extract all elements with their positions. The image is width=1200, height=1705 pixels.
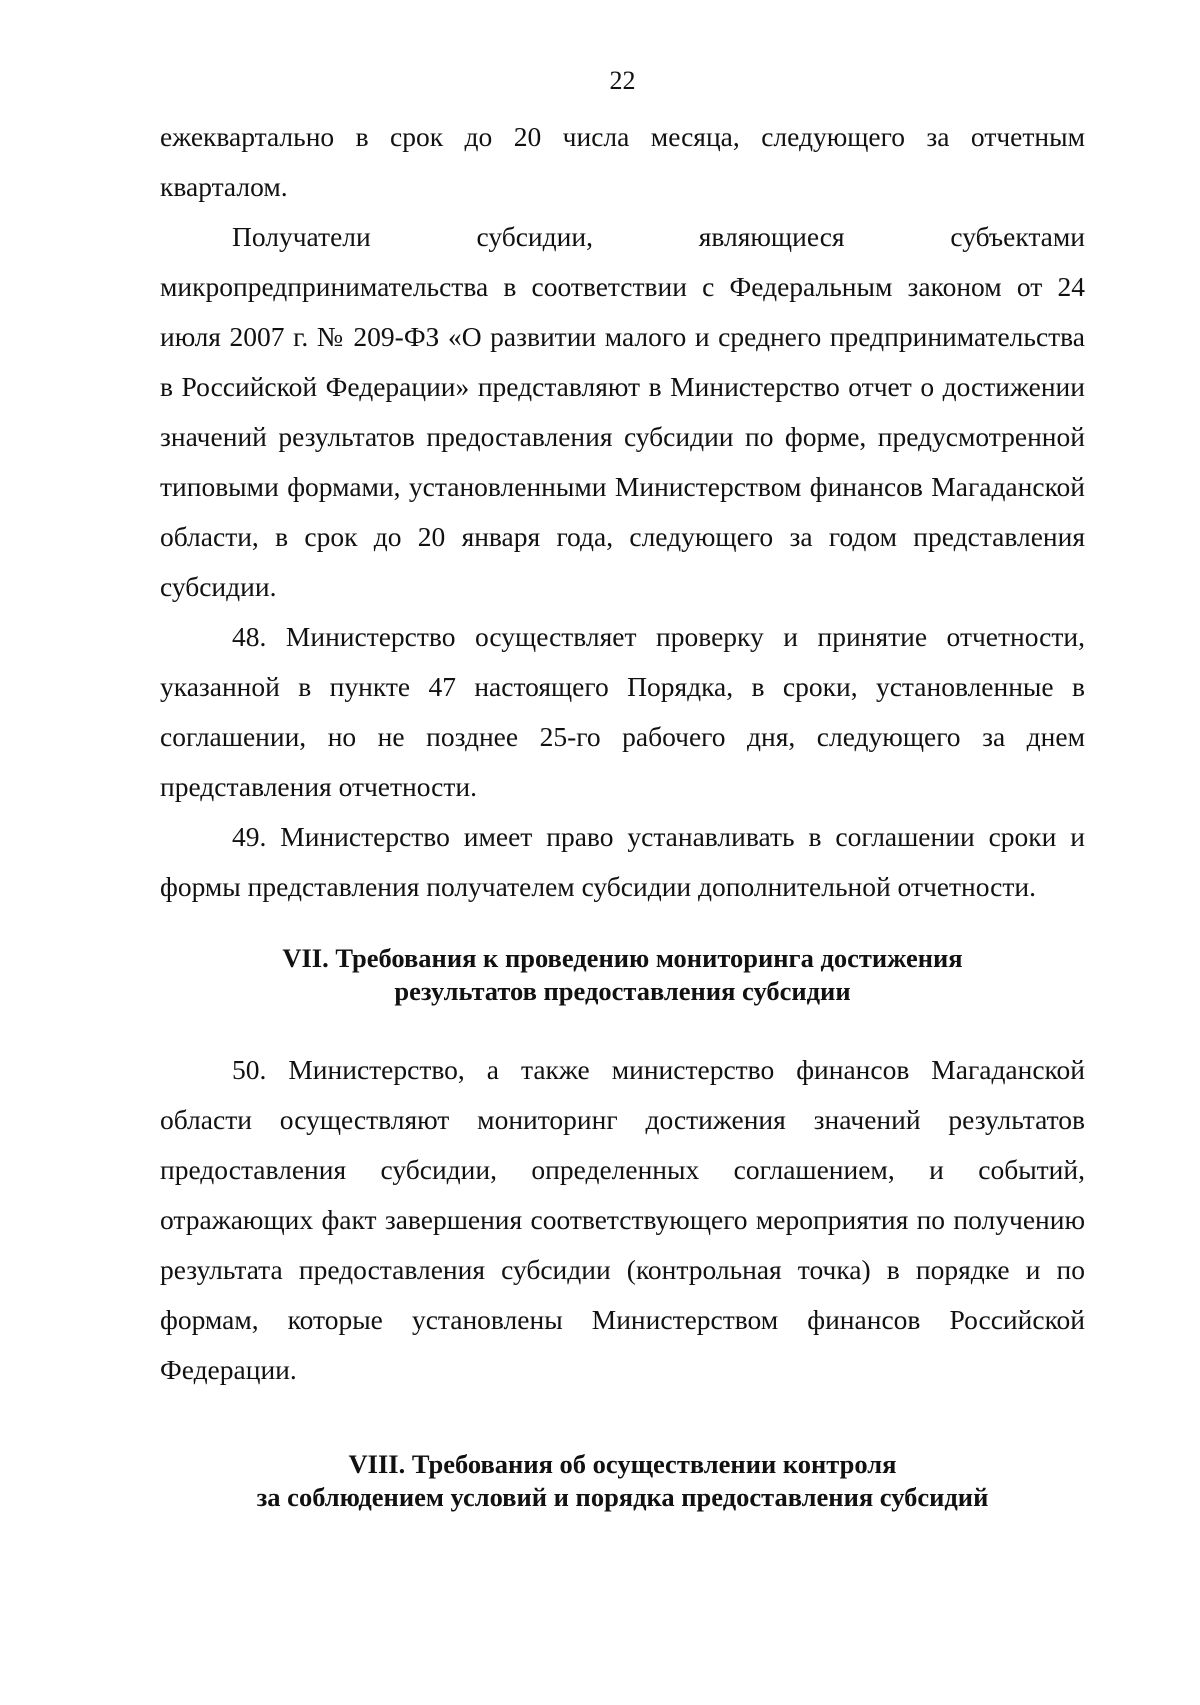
- paragraph-item-48: 48. Министерство осуществляет проверку и принятие отчетности, указанной в пункте 47 настоящего Порядка, в сроки, установленные в соглашении, но не позднее 25-го рабочего дня, следующего за днем представления отчетности.: [160, 621, 1085, 802]
- section-heading-viii-line1: VIII. Требования об осуществлении контроля: [348, 1449, 897, 1479]
- paragraph-recipients-report: Получатели субсидии, являющиеся субъектами микропредпринимательства в соответствии с Федеральным законом от 24 июля 2007 г. № 209-ФЗ «О развитии малого и среднего предпринимательства в Российской Федерации» представляют в Министерство отчет о достижении значений результатов предоставления субсидии по форме, предусмотренной типовыми формами, установленными Министерством финансов Магаданской области, в срок до 20 января года, следующего за годом представления субсидии.: [160, 221, 1085, 602]
- page-number: 22: [609, 66, 636, 95]
- section-heading-viii: [160, 1448, 1085, 1514]
- paragraph-item-49: 49. Министерство имеет право устанавливать в соглашении сроки и формы представления получателем субсидии дополнительной отчетности.: [160, 821, 1085, 902]
- section-heading-vii-line2: результатов предоставления субсидии: [394, 976, 851, 1006]
- paragraph-item-50: 50. Министерство, а также министерство финансов Магаданской области осуществляют мониторинг достижения значений результатов предоставления субсидии, определенных соглашением, и событий, отражающих факт завершения соответствующего мероприятия по получению результата предоставления субсидии (контрольная точка) в порядке и по формам, которые установлены Министерством финансов Российской Федерации.: [160, 1054, 1085, 1385]
- section-heading-viii-line2: за соблюдением условий и порядка предоставления субсидий: [256, 1482, 989, 1512]
- paragraph-continuation: ежеквартально в срок до 20 числа месяца, следующего за отчетным кварталом.: [160, 121, 1085, 202]
- section-heading-vii: [160, 942, 1085, 1008]
- section-heading-vii-line1: VII. Требования к проведению мониторинга достижения: [282, 943, 963, 973]
- document-body: [160, 112, 1085, 1514]
